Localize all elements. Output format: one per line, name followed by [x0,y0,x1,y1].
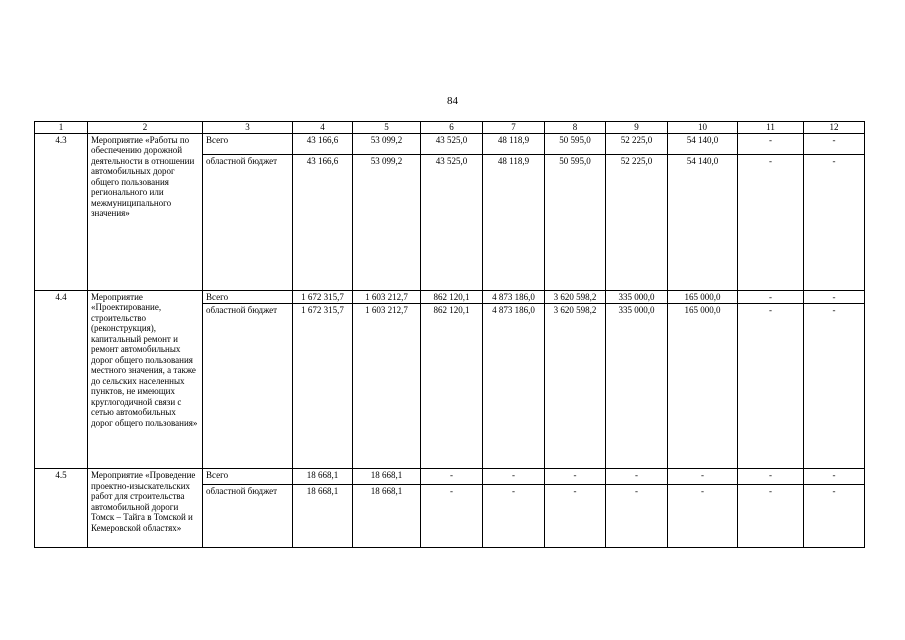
header-cell: 12 [804,122,865,134]
value-cell: 43 525,0 [421,133,483,154]
value-cell: - [668,485,738,548]
table-row [35,469,865,485]
value-cell: 54 140,0 [668,154,738,290]
value-cell: 165 000,0 [668,304,738,469]
value-cell: - [804,133,865,154]
value-cell: - [804,304,865,469]
value-cell: 18 668,1 [353,469,421,485]
header-row [35,122,865,134]
header-cell: 6 [421,122,483,134]
value-cell: 335 000,0 [606,290,668,304]
value-cell: 48 118,9 [483,154,545,290]
value-cell: - [483,469,545,485]
value-cell: 1 603 212,7 [353,290,421,304]
value-cell: 3 620 598,2 [545,304,606,469]
item-number: 4.5 [35,469,88,548]
funding-source: областной бюджет [203,485,293,548]
value-cell: 53 099,2 [353,133,421,154]
value-cell: - [738,485,804,548]
header-cell: 4 [293,122,353,134]
item-name: Мероприятие «Работы по обеспечению дорожной деятельности в отношении автомобильных дорог общего пользования регионального или межмуниципального значения» [88,133,203,290]
value-cell: 18 668,1 [293,485,353,548]
value-cell: - [545,485,606,548]
value-cell: 52 225,0 [606,133,668,154]
value-cell: 1 672 315,7 [293,290,353,304]
value-cell: 3 620 598,2 [545,290,606,304]
value-cell: 53 099,2 [353,154,421,290]
value-cell: 4 873 186,0 [483,304,545,469]
item-number: 4.3 [35,133,88,290]
value-cell: 43 166,6 [293,154,353,290]
header-cell: 10 [668,122,738,134]
value-cell: 335 000,0 [606,304,668,469]
value-cell: 18 668,1 [353,485,421,548]
page-number: 84 [447,95,458,107]
value-cell: - [421,485,483,548]
value-cell: - [738,133,804,154]
value-cell: 1 603 212,7 [353,304,421,469]
header-cell: 3 [203,122,293,134]
budget-table [34,121,865,548]
funding-source: Всего [203,133,293,154]
value-cell: - [804,290,865,304]
funding-source: Всего [203,290,293,304]
value-cell: 1 672 315,7 [293,304,353,469]
value-cell: 43 525,0 [421,154,483,290]
value-cell: - [606,469,668,485]
value-cell: - [804,485,865,548]
value-cell: 18 668,1 [293,469,353,485]
value-cell: 52 225,0 [606,154,668,290]
value-cell: - [738,154,804,290]
value-cell: - [738,290,804,304]
value-cell: 862 120,1 [421,304,483,469]
funding-source: Всего [203,469,293,485]
header-cell: 9 [606,122,668,134]
value-cell: 862 120,1 [421,290,483,304]
funding-source: областной бюджет [203,304,293,469]
header-cell: 7 [483,122,545,134]
header-cell: 5 [353,122,421,134]
value-cell: 165 000,0 [668,290,738,304]
header-cell: 8 [545,122,606,134]
value-cell: - [804,469,865,485]
header-cell: 11 [738,122,804,134]
value-cell: 43 166,6 [293,133,353,154]
funding-source: областной бюджет [203,154,293,290]
item-name: Мероприятие «Проведение проектно-изыскательских работ для строительства автомобильной дороги Томск – Тайга в Томской и Кемеровской областях» [88,469,203,548]
table-row [35,133,865,154]
value-cell: - [738,469,804,485]
value-cell: 48 118,9 [483,133,545,154]
header-cell: 2 [88,122,203,134]
value-cell: - [668,469,738,485]
value-cell: - [421,469,483,485]
value-cell: 54 140,0 [668,133,738,154]
table-row [35,290,865,304]
value-cell: 50 595,0 [545,133,606,154]
value-cell: - [545,469,606,485]
item-name: Мероприятие «Проектирование, строительство (реконструкция), капитальный ремонт и ремонт автомобильных дорог общего пользования местного значения, а также до сельских населенных пунктов, не имеющих круглогодичной связи с сетью автомобильных дорог общего пользования» [88,290,203,469]
value-cell: - [483,485,545,548]
value-cell: - [606,485,668,548]
item-number: 4.4 [35,290,88,469]
value-cell: - [804,154,865,290]
header-cell: 1 [35,122,88,134]
value-cell: 50 595,0 [545,154,606,290]
value-cell: 4 873 186,0 [483,290,545,304]
value-cell: - [738,304,804,469]
